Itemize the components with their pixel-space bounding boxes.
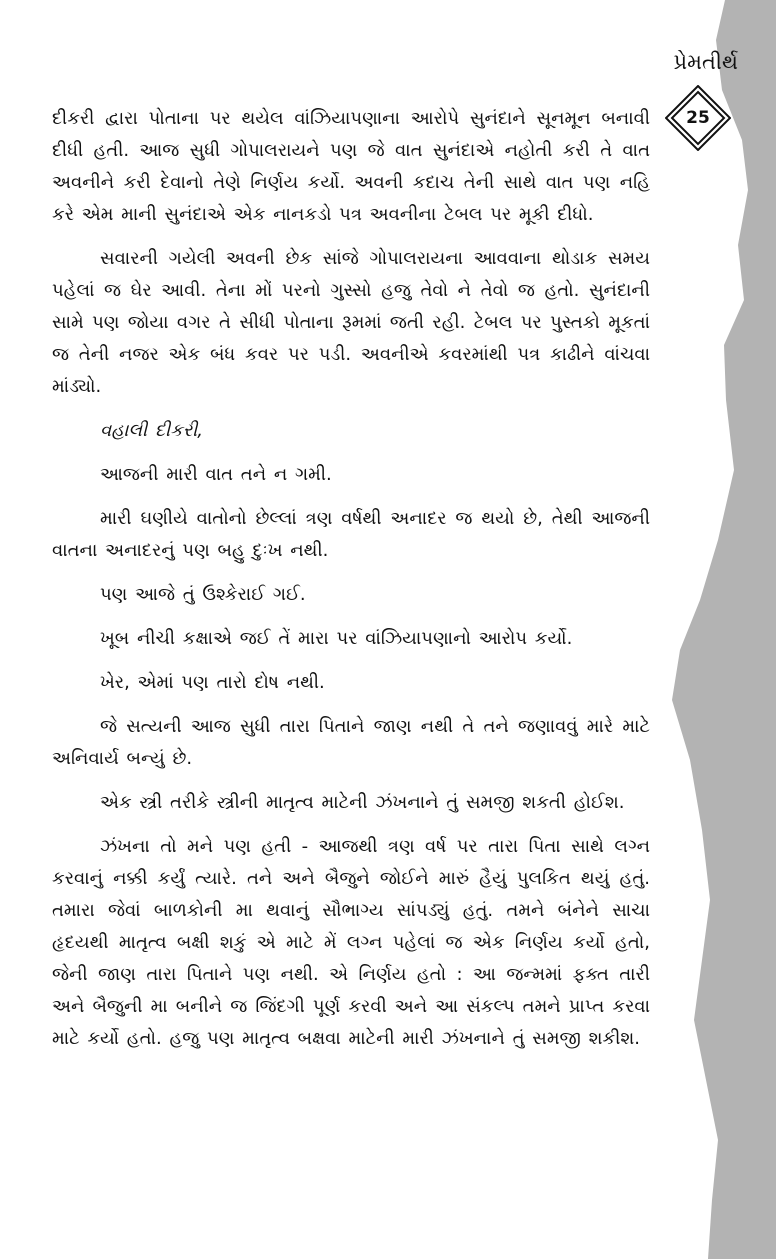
paragraph-1: દીકરી દ્વારા પોતાના પર થયેલ વાંઝિયાપણાના આરોપે સુનંદાને સૂનમૂન બનાવી દીધી હતી. આજ સુધી ગોપાલરાયને પણ જે વાત સુનંદાએ નહોતી કરી તે વાત અવનીને કરી દેવાનો તેણે નિર્ણય કર્યો. અવની કદાચ તેની સાથે વાત પણ નહિ કરે એમ માની સુનંદાએ એક નાનકડો પત્ર અવનીના ટેબલ પર મૂકી દીધો. <box>52 108 650 225</box>
book-title: પ્રેમતીર્થ <box>673 50 738 74</box>
letter-line-4: ખૂબ નીચી કક્ષાએ જઈ તેં મારા પર વાંઝિયાપણાનો આરોપ કર્યો. <box>100 628 573 649</box>
letter-line-5: ખેર, એમાં પણ તારો દોષ નથી. <box>100 672 325 693</box>
letter-salutation: વહાલી દીકરી, <box>100 420 203 441</box>
page-body <box>52 103 650 1067</box>
page-number: 25 <box>686 108 710 128</box>
letter-paragraph-long: ઝંખના તો મને પણ હતી - આજથી ત્રણ વર્ષ પર તારા પિતા સાથે લગ્ન કરવાનું નક્કી કર્યું ત્યારે. તને અને બૈજુને જોઈને મારું હૈયું પુલકિત થયું હતું. તમારા જેવાં બાળકોની મા થવાનું સૌભાગ્ય સાંપડ્યું હતું. તમને બંનેને સાચા હૃદયથી માતૃત્વ બક્ષી શકું એ માટે મેં લગ્ન પહેલાં જ એક નિર્ણય કર્યો હતો, જેની જાણ તારા પિતાને પણ નથી. એ નિર્ણય હતો : આ જન્મમાં ફક્ત તારી અને બૈજુની મા બનીને જ જિંદગી પૂર્ણ કરવી અને આ સંકલ્પ તમને પ્રાપ્ત કરવા માટે કર્યો હતો. હજુ પણ માતૃત્વ બક્ષવા માટેની મારી ઝંખનાને તું સમજી શકીશ. <box>52 836 650 1049</box>
letter-line-6: જે સત્યની આજ સુધી તારા પિતાને જાણ નથી તે તને જણાવવું મારે માટે અનિવાર્ય બન્યું છે. <box>52 716 650 769</box>
letter-line-7: એક સ્ત્રી તરીકે સ્ત્રીની માતૃત્વ માટેની ઝંખનાને તું સમજી શકતી હોઈશ. <box>100 792 625 813</box>
page-number-badge <box>665 85 731 151</box>
letter-line-1: આજની મારી વાત તને ન ગમી. <box>100 464 332 485</box>
letter-line-2: મારી ઘણીયે વાતોનો છેલ્લાં ત્રણ વર્ષથી અનાદર જ થયો છે, તેથી આજની વાતના અનાદરનું પણ બહુ દુઃખ નથી. <box>52 508 650 561</box>
paragraph-2: સવારની ગયેલી અવની છેક સાંજે ગોપાલરાયના આવવાના થોડાક સમય પહેલાં જ ઘેર આવી. તેના મોં પરનો ગુસ્સો હજુ તેવો ને તેવો જ હતો. સુનંદાની સામે પણ જોયા વગર તે સીધી પોતાના રૂમમાં જતી રહી. ટેબલ પર પુસ્તકો મૂકતાં જ તેની નજર એક બંધ કવર પર પડી. અવનીએ કવરમાંથી પત્ર કાઢીને વાંચવા માંડ્યો. <box>52 248 650 397</box>
letter-line-3: પણ આજે તું ઉશ્કેરાઈ ગઈ. <box>100 584 306 605</box>
